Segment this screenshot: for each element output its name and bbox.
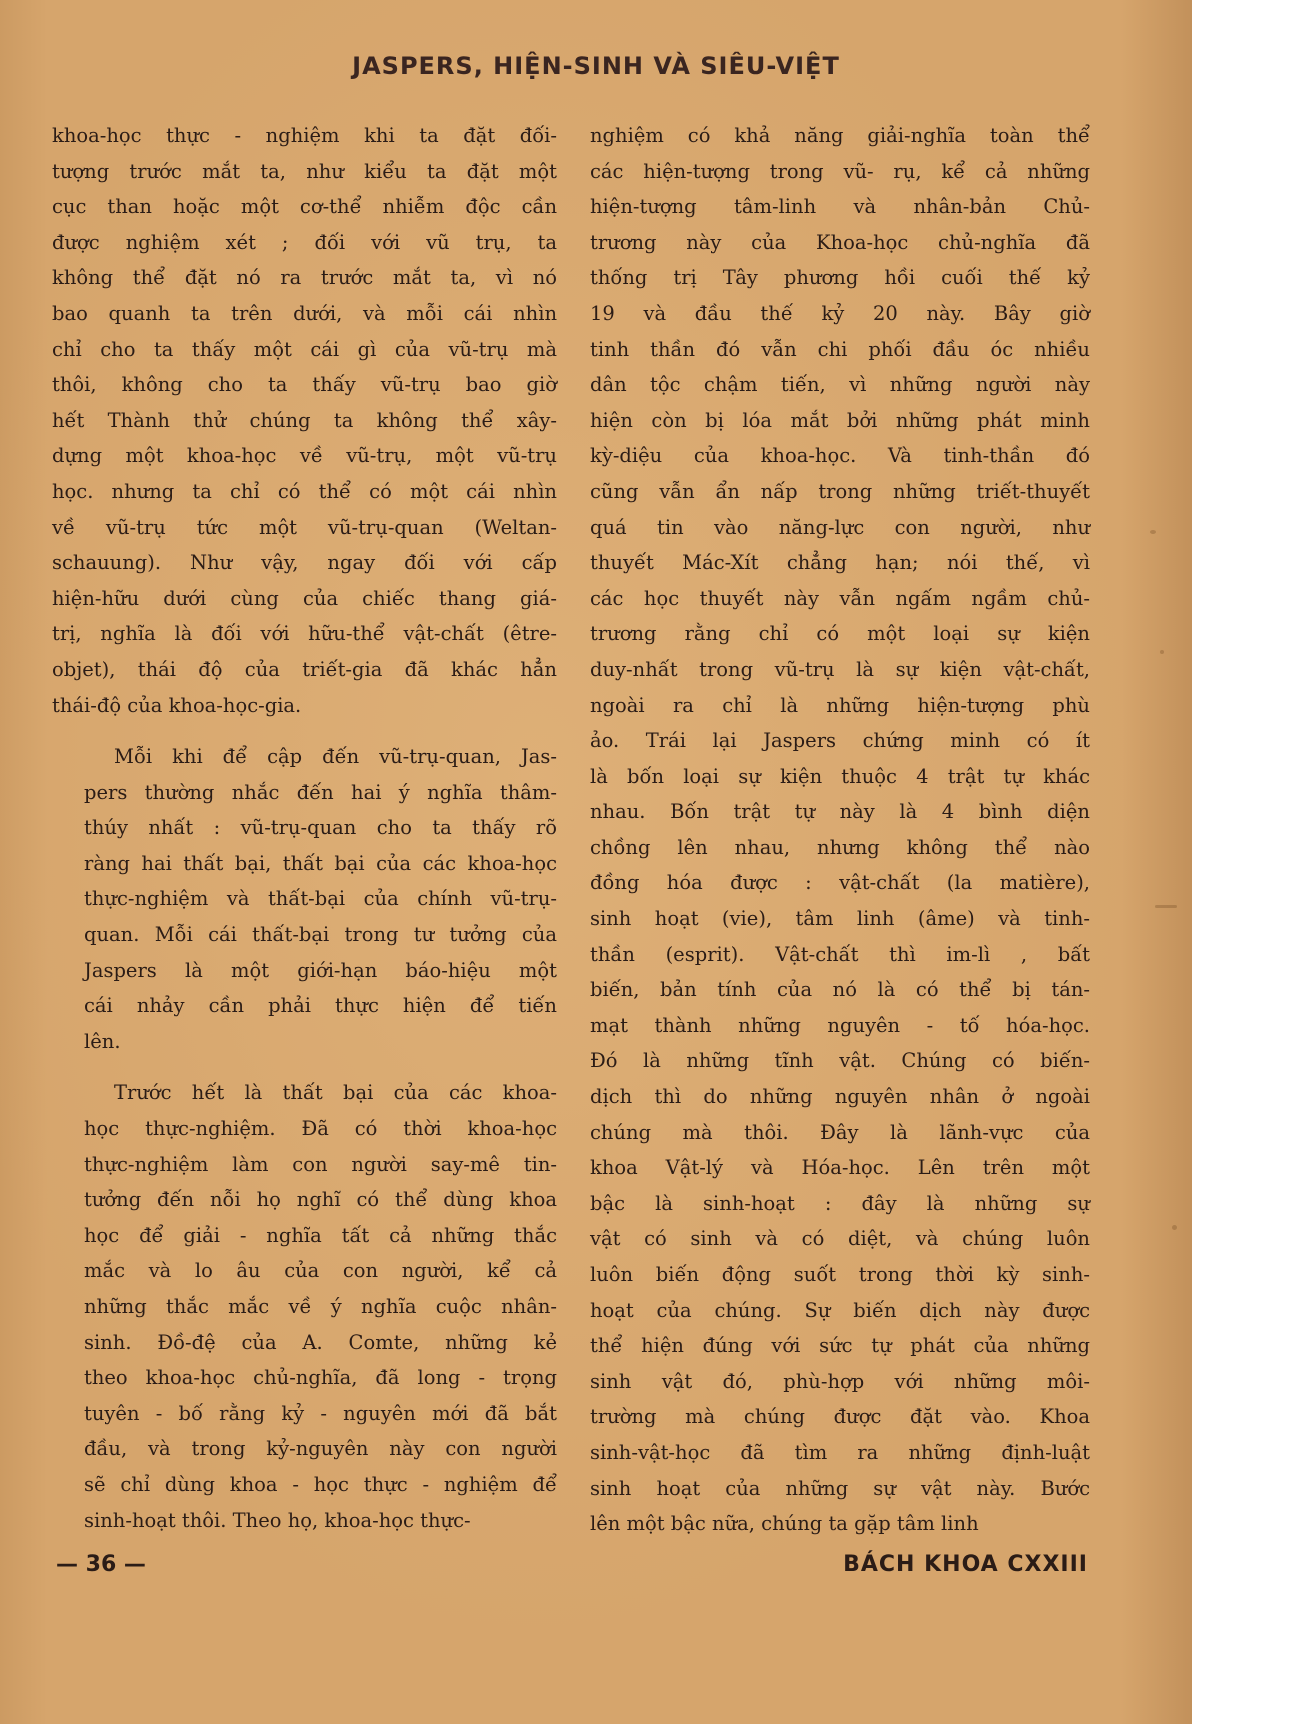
text-line: mắc và lo âu của con người, kể cả <box>84 1259 557 1283</box>
text-line: tưởng đến nỗi họ nghĩ có thể dùng khoa <box>84 1188 557 1212</box>
text-line: thúy nhất : vũ-trụ-quan cho ta thấy rõ <box>84 816 557 840</box>
text-line: trường mà chúng được đặt vào. Khoa <box>590 1405 1090 1429</box>
text-line: kỳ-diệu của khoa-học. Và tinh-thần đó <box>590 444 1090 468</box>
text-line: hiện còn bị lóa mắt bởi những phát minh <box>590 408 1090 432</box>
text-line: tinh thần đó vẫn chi phối đầu óc nhiều <box>590 337 1090 361</box>
text-line: tuyên - bố rằng kỷ - nguyên mới đã bắt <box>84 1401 557 1425</box>
text-line: trương rằng chỉ có một loại sự kiện <box>590 622 1090 646</box>
text-line: các học thuyết này vẫn ngấm ngầm chủ- <box>590 586 1090 610</box>
paper-speck <box>1155 905 1177 908</box>
text-line: hoạt của chúng. Sự biến dịch này được <box>590 1298 1090 1322</box>
running-header: JASPERS, HIỆN-SINH VÀ SIÊU-VIỆT <box>352 52 840 80</box>
text-line: thể hiện đúng với sức tự phát của những <box>590 1334 1090 1358</box>
text-line: objet), thái độ của triết-gia đã khác hẳn <box>52 657 557 681</box>
left-column <box>52 118 557 1554</box>
text-line: dựng một khoa-học về vũ-trụ, một vũ-trụ <box>52 444 557 468</box>
text-line: là bốn loại sự kiện thuộc 4 trật tự khác <box>590 764 1090 788</box>
paragraph <box>52 739 557 1059</box>
page-number: — 36 — <box>56 1552 146 1577</box>
paper-speck <box>1150 530 1156 534</box>
text-line: chỉ cho ta thấy một cái gì của vũ-trụ mà <box>52 337 557 361</box>
text-line: thống trị Tây phương hồi cuối thế kỷ <box>590 266 1090 290</box>
text-line: sinh. Đồ-đệ của A. Comte, những kẻ <box>84 1330 557 1354</box>
text-line: Đó là những tĩnh vật. Chúng có biến- <box>590 1049 1090 1073</box>
text-line: ngoài ra chỉ là những hiện-tượng phù <box>590 693 1090 717</box>
scan-margin <box>1192 0 1296 1724</box>
text-line: hiện-hữu dưới cùng của chiếc thang giá- <box>52 586 557 610</box>
publication-title: BÁCH KHOA CXXIII <box>843 1552 1088 1577</box>
text-line: chồng lên nhau, nhưng không thể nào <box>590 835 1090 859</box>
text-line: không thể đặt nó ra trước mắt ta, vì nó <box>52 266 557 290</box>
text-line: thực-nghiệm làm con người say-mê tin- <box>84 1152 557 1176</box>
text-line: tượng trước mắt ta, như kiểu ta đặt một <box>52 159 557 183</box>
text-line: khoa-học thực - nghiệm khi ta đặt đối- <box>52 124 557 147</box>
text-line: quá tin vào năng-lực con người, như <box>590 515 1090 539</box>
text-line: schauung). Như vậy, ngay đối với cấp <box>52 551 557 575</box>
text-line: sinh hoạt của những sự vật này. Bước <box>590 1476 1090 1500</box>
text-line: dân tộc chậm tiến, vì những người này <box>590 373 1090 397</box>
text-line: những thắc mắc về ý nghĩa cuộc nhân- <box>84 1295 557 1318</box>
text-line: sinh vật đó, phù-hợp với những môi- <box>590 1369 1090 1393</box>
paragraph <box>52 1075 557 1538</box>
text-line: ảo. Trái lại Jaspers chứng minh có ít <box>590 729 1090 753</box>
text-line: học để giải - nghĩa tất cả những thắc <box>84 1223 557 1247</box>
text-line: sinh-vật-học đã tìm ra những định-luật <box>590 1440 1090 1464</box>
text-line: hiện-tượng tâm-linh và nhân-bản Chủ- <box>590 195 1090 219</box>
right-column <box>590 118 1090 1558</box>
text-line: thái-độ của khoa-học-gia. <box>52 693 302 717</box>
text-line: cục than hoặc một cơ-thể nhiễm độc cần <box>52 195 557 219</box>
text-line: thôi, không cho ta thấy vũ-trụ bao giờ <box>52 373 557 397</box>
text-line: đồng hóa được : vật-chất (la matière), <box>590 871 1090 895</box>
text-line: lên một bậc nữa, chúng ta gặp tâm linh <box>590 1512 979 1536</box>
text-line: các hiện-tượng trong vũ- rụ, kể cả những <box>590 159 1090 183</box>
text-line: thần (esprit). Vật-chất thì im-lì , bất <box>590 942 1090 966</box>
text-line: bao quanh ta trên dưới, và mỗi cái nhìn <box>52 301 557 325</box>
text-line: đầu, và trong kỷ-nguyên này con người <box>84 1437 557 1461</box>
text-line: sẽ chỉ dùng khoa - học thực - nghiệm để <box>84 1472 557 1496</box>
paragraph <box>590 118 1090 1542</box>
text-line: mạt thành những nguyên - tố hóa-học. <box>590 1013 1090 1037</box>
text-line: lên. <box>84 1029 121 1053</box>
text-line: vật có sinh và có diệt, và chúng luôn <box>590 1227 1090 1251</box>
text-line: nhau. Bốn trật tự này là 4 bình diện <box>590 800 1090 824</box>
text-line: ràng hai thất bại, thất bại của các khoa-học <box>84 851 557 875</box>
text-line: Jaspers là một giới-hạn báo-hiệu một <box>84 958 557 982</box>
text-line: được nghiệm xét ; đối với vũ trụ, ta <box>52 230 557 254</box>
paper-speck <box>1160 650 1164 654</box>
text-line: sinh hoạt (vie), tâm linh (âme) và tinh- <box>590 907 1090 931</box>
text-line: luôn biến động suốt trong thời kỳ sinh- <box>590 1263 1090 1286</box>
paper-speck <box>1172 1225 1177 1230</box>
text-line: Trước hết là thất bại của các khoa- <box>114 1081 557 1105</box>
text-line: dịch thì do những nguyên nhân ở ngoài <box>590 1085 1090 1109</box>
text-line: pers thường nhắc đến hai ý nghĩa thâm- <box>84 780 557 804</box>
text-line: duy-nhất trong vũ-trụ là sự kiện vật-chất, <box>590 657 1090 681</box>
paragraph <box>52 118 557 723</box>
text-line: bậc là sinh-hoạt : đây là những sự <box>590 1191 1090 1215</box>
text-line: theo khoa-học chủ-nghĩa, đã long - trọng <box>84 1366 557 1390</box>
text-line: khoa Vật-lý và Hóa-học. Lên trên một <box>590 1156 1090 1180</box>
text-line: thuyết Mác-Xít chẳng hạn; nói thế, vì <box>590 551 1090 575</box>
text-line: trương này của Khoa-học chủ-nghĩa đã <box>590 230 1090 254</box>
text-line: hết Thành thử chúng ta không thể xây- <box>52 408 557 432</box>
text-line: cũng vẫn ẩn nấp trong những triết-thuyết <box>590 479 1090 503</box>
text-line: sinh-hoạt thôi. Theo họ, khoa-học thực- <box>84 1508 471 1532</box>
text-line: Mỗi khi để cập đến vũ-trụ-quan, Jas- <box>114 745 557 769</box>
text-line: chúng mà thôi. Đây là lãnh-vực của <box>590 1120 1090 1144</box>
text-line: học. nhưng ta chỉ có thể có một cái nhìn <box>52 479 557 503</box>
text-line: cái nhảy cần phải thực hiện để tiến <box>84 994 557 1018</box>
text-line: biến, bản tính của nó là có thể bị tán- <box>590 978 1090 1002</box>
text-line: thực-nghiệm và thất-bại của chính vũ-trụ- <box>84 887 557 911</box>
text-line: trị, nghĩa là đối với hữu-thể vật-chất (être- <box>52 622 557 646</box>
text-line: nghiệm có khả năng giải-nghĩa toàn thể <box>590 124 1090 147</box>
text-line: quan. Mỗi cái thất-bại trong tư tưởng của <box>84 923 557 947</box>
text-line: 19 và đầu thế kỷ 20 này. Bây giờ <box>590 301 1090 325</box>
text-line: về vũ-trụ tức một vũ-trụ-quan (Weltan- <box>52 515 557 539</box>
text-line: học thực-nghiệm. Đã có thời khoa-học <box>84 1117 557 1141</box>
